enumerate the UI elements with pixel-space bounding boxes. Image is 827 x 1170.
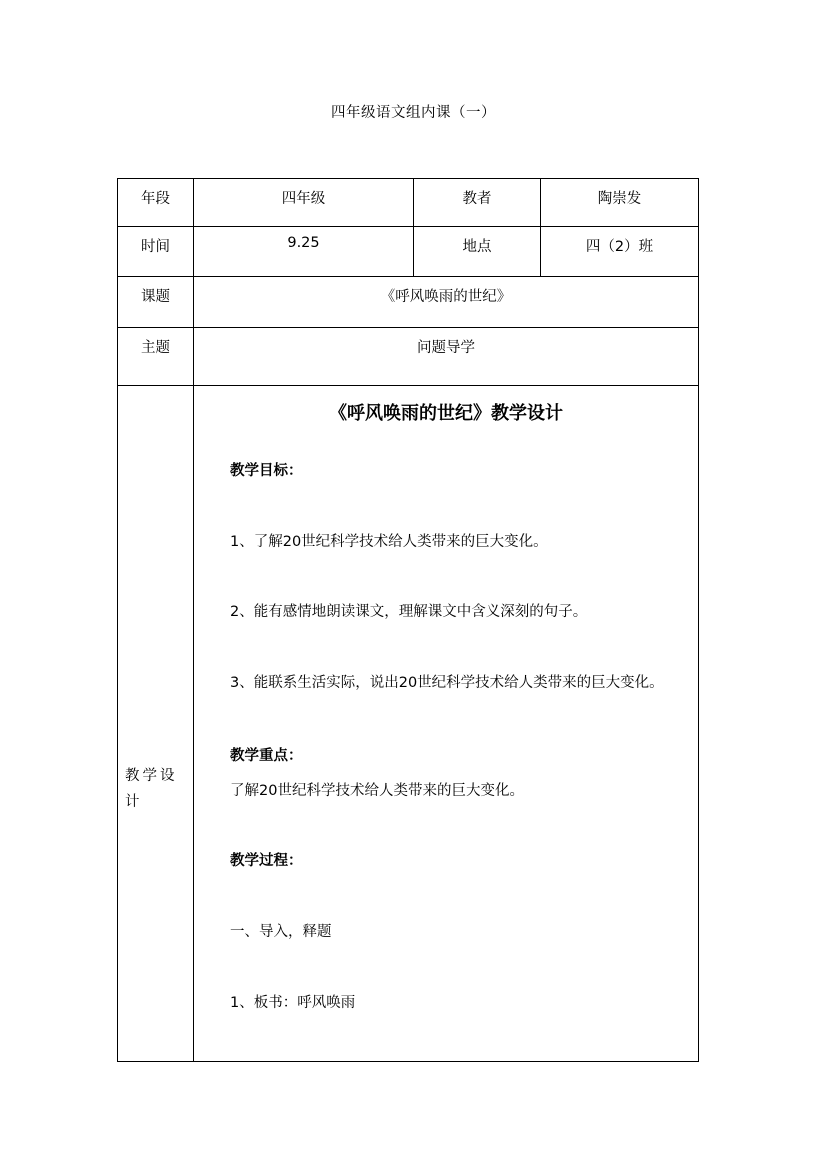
process-step-1: 一、导入，释题 [230,924,332,940]
process-heading: 教学过程： [230,853,303,869]
topic-label: 课题 [118,277,194,328]
time-label: 时间 [118,227,194,277]
place-label: 地点 [414,227,541,277]
goal-2: 2、能有感情地朗读课文，理解课文中含义深刻的句子。 [230,604,588,620]
theme-value: 问题导学 [194,328,699,386]
goal-3: 3、能联系生活实际，说出20世纪科学技术给人类带来的巨大变化。 [230,675,664,691]
key-heading: 教学重点： [230,748,303,764]
theme-label: 主题 [118,328,194,386]
design-content [194,386,699,1062]
goal-1: 1、了解20世纪科学技术给人类带来的巨大变化。 [230,534,548,550]
process-step-1-1: 1、板书：呼风唤雨 [230,995,356,1011]
time-value: 9.25 [194,227,414,277]
teacher-value: 陶崇发 [541,179,699,227]
grade-label: 年段 [118,179,194,227]
document-title: 四年级语文组内课（一） [331,105,496,121]
teacher-label: 教者 [414,179,541,227]
table-row [118,179,699,227]
design-title: 《呼风唤雨的世纪》教学设计 [329,403,563,424]
key-text: 了解20世纪科学技术给人类带来的巨大变化。 [230,783,524,799]
goals-heading: 教学目标： [230,463,303,479]
table-row [118,277,699,328]
table-row [118,328,699,386]
table-row [118,227,699,277]
grade-value: 四年级 [194,179,414,227]
place-value: 四（2）班 [541,227,699,277]
topic-value: 《呼风唤雨的世纪》 [194,277,699,328]
design-label: 教学设计 [118,386,194,1062]
table-row [118,386,699,1062]
lesson-info-table [117,178,699,1062]
